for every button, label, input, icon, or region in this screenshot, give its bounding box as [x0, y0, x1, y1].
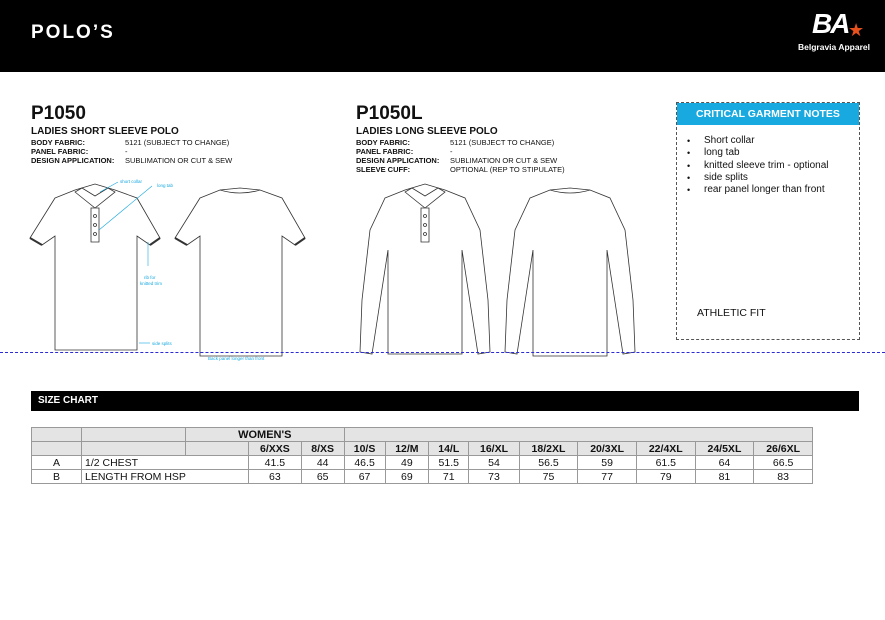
list-item: • knitted sleeve trim - optional	[687, 160, 829, 172]
table-cell: 61.5	[636, 456, 695, 470]
table-cell: 49	[385, 456, 429, 470]
spec-value: SUBLIMATION OR CUT & SEW	[125, 156, 233, 165]
table-row	[32, 456, 813, 470]
table-cell: 46.5	[344, 456, 385, 470]
star-icon: ★	[848, 20, 865, 40]
row-letter: A	[32, 456, 82, 470]
size-header: 22/4XL	[636, 442, 695, 456]
callout-rib-line2: knitted trim	[140, 281, 163, 286]
spec-row	[31, 156, 232, 165]
spec-row	[356, 147, 565, 156]
notes-title: CRITICAL GARMENT NOTES	[677, 103, 859, 125]
table-cell: 65	[301, 470, 344, 484]
list-item: • long tab	[687, 147, 829, 159]
spec-label: DESIGN APPLICATION:	[356, 156, 440, 165]
table-cell: 64	[695, 456, 754, 470]
table-header-row	[32, 442, 813, 456]
table-group-row	[32, 428, 813, 442]
spec-row	[31, 138, 232, 147]
list-item: • side splits	[687, 172, 829, 184]
callout-side-splits: side splits	[152, 341, 172, 346]
size-header: 16/XL	[469, 442, 519, 456]
spec-label: BODY FABRIC:	[31, 138, 86, 147]
table-cell: 54	[469, 456, 519, 470]
table-cell: 83	[754, 470, 813, 484]
spec-row	[356, 156, 565, 165]
table-cell: 66.5	[754, 456, 813, 470]
size-header: 14/L	[429, 442, 469, 456]
table-cell: 71	[429, 470, 469, 484]
table-cell: 77	[578, 470, 637, 484]
product-p1050	[31, 104, 232, 165]
callout-back-panel: Back panel longer than front	[208, 356, 265, 361]
fit-label: ATHLETIC FIT	[697, 307, 766, 319]
group-label: WOMEN'S	[186, 428, 345, 442]
callout-long-tab: long tab	[157, 183, 174, 188]
hem-guide-line	[0, 352, 885, 353]
table-cell: 59	[578, 456, 637, 470]
size-chart-bar	[31, 391, 859, 411]
row-label: LENGTH FROM HSP	[82, 470, 249, 484]
spec-value: 5121 (SUBJECT TO CHANGE)	[450, 138, 555, 147]
table-cell: 63	[249, 470, 302, 484]
brand-logo	[790, 8, 880, 56]
table-cell: 51.5	[429, 456, 469, 470]
long-sleeve-front-drawing	[360, 184, 490, 354]
brand-mark: BA	[812, 8, 849, 39]
size-header: 6/XXS	[249, 442, 302, 456]
spec-label: DESIGN APPLICATION:	[31, 156, 115, 165]
spec-label: BODY FABRIC:	[356, 138, 411, 147]
table-cell: 41.5	[249, 456, 302, 470]
size-header: 12/M	[385, 442, 429, 456]
size-header: 20/3XL	[578, 442, 637, 456]
table-cell: 75	[519, 470, 578, 484]
table-cell: 44	[301, 456, 344, 470]
product-p1050l	[356, 104, 565, 174]
table-cell: 73	[469, 470, 519, 484]
size-header: 18/2XL	[519, 442, 578, 456]
callout-short-collar: short collar	[120, 179, 143, 184]
size-header: 8/XS	[301, 442, 344, 456]
table-cell: 69	[385, 470, 429, 484]
product-name: LADIES SHORT SLEEVE POLO	[31, 126, 179, 137]
spec-label: PANEL FABRIC:	[356, 147, 414, 156]
section-title: SIZE CHART	[38, 395, 98, 406]
short-sleeve-back-drawing	[175, 188, 305, 356]
product-code: P1050L	[356, 103, 423, 124]
product-code: P1050	[31, 103, 86, 124]
size-header: 26/6XL	[754, 442, 813, 456]
page-title: POLO’S	[31, 22, 115, 43]
size-header: 10/S	[344, 442, 385, 456]
critical-notes-box	[676, 102, 860, 340]
table-cell: 79	[636, 470, 695, 484]
table-cell: 67	[344, 470, 385, 484]
product-name: LADIES LONG SLEEVE POLO	[356, 126, 498, 137]
spec-row	[31, 147, 232, 156]
row-letter: B	[32, 470, 82, 484]
page-header	[0, 0, 885, 72]
size-header: 24/5XL	[695, 442, 754, 456]
spec-value: OPTIONAL (REP TO STIPULATE)	[450, 165, 565, 174]
list-item: • rear panel longer than front	[687, 184, 829, 196]
notes-list	[687, 135, 829, 196]
long-sleeve-back-drawing	[505, 188, 635, 356]
list-item: • Short collar	[687, 135, 829, 147]
spec-label: PANEL FABRIC:	[31, 147, 89, 156]
row-label: 1/2 CHEST	[82, 456, 249, 470]
callout-rib-line1: rib for	[144, 275, 156, 280]
brand-name: Belgravia Apparel	[798, 42, 870, 52]
spec-value: -	[125, 147, 128, 156]
spec-value: SUBLIMATION OR CUT & SEW	[450, 156, 558, 165]
spec-label: SLEEVE CUFF:	[356, 165, 411, 174]
table-cell: 56.5	[519, 456, 578, 470]
table-cell: 81	[695, 470, 754, 484]
spec-row	[356, 138, 565, 147]
size-chart-table	[31, 427, 813, 484]
spec-value: 5121 (SUBJECT TO CHANGE)	[125, 138, 230, 147]
table-row	[32, 470, 813, 484]
spec-value: -	[450, 147, 453, 156]
